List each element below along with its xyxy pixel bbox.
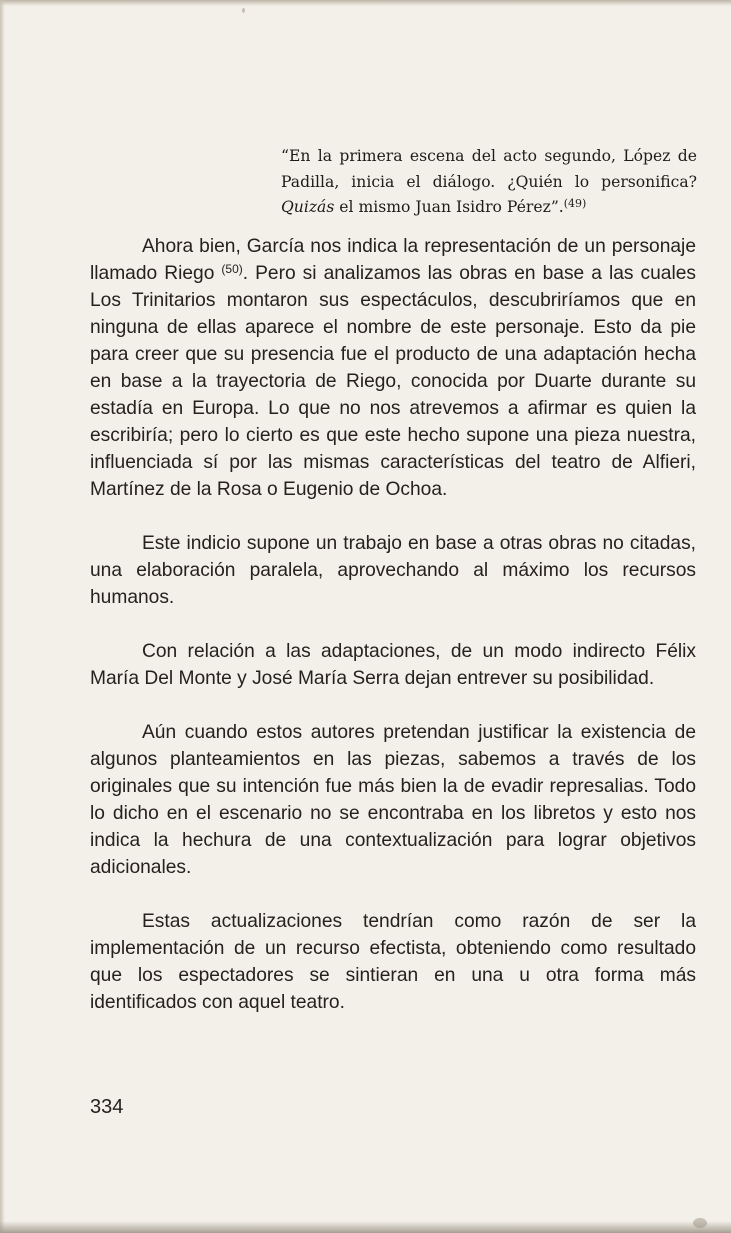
paragraph-gap bbox=[90, 503, 696, 530]
page-number: 334 bbox=[90, 1096, 124, 1118]
body-text bbox=[90, 233, 696, 1016]
paragraph-1-text-end: . Pero si analizamos las obras en base a las cuales Los Trinitarios montaron sus espectáculos, descubriríamos que en ninguna de ellas aparece el nombre de este personaje. Esto da pie para creer que su presencia fue el producto de una adaptación hecha en base a la trayectoria de Riego, conocida por Duarte durante su estadía en Europa. Lo que no nos atrevemos a afirmar es quien la escribiría; pero lo cierto es que este hecho supone una pieza nuestra, influenciada sí por las mismas características del teatro de Alfieri, Martínez de la Rosa o Eugenio de Ochoa. bbox=[90, 263, 696, 500]
paragraph-1 bbox=[90, 233, 696, 503]
paragraph-4: Aún cuando estos autores pretendan justificar la existencia de algunos planteamientos en las piezas, sabemos a través de los originales que su intención fue más bien la de evadir represalias. Todo lo dicho en el escenario no se encontraba en los libretos y esto nos indica la hechura de una contextualización para lograr objetivos adicionales. bbox=[90, 722, 696, 878]
page-edge-shadow-top bbox=[0, 0, 731, 6]
quote-note-reference: (49) bbox=[563, 197, 587, 210]
paper-speck bbox=[693, 1218, 707, 1228]
paragraph-1-note-reference: (50) bbox=[221, 262, 243, 276]
paragraph-3: Con relación a las adaptaciones, de un modo indirecto Félix María Del Monte y José María Serra dejan entrever su posibilidad. bbox=[90, 641, 696, 689]
paragraph-gap bbox=[90, 881, 696, 908]
paragraph-gap bbox=[90, 611, 696, 638]
paper-speck bbox=[242, 8, 245, 13]
quote-italic-word: Quizás bbox=[281, 198, 335, 216]
paragraph-2: Este indicio supone un trabajo en base a otras obras no citadas, una elaboración paralela, aprovechando al máximo los recursos humanos. bbox=[90, 533, 696, 608]
page-edge-shadow-bottom bbox=[0, 1221, 731, 1233]
block-quote bbox=[281, 144, 697, 221]
paragraph-gap bbox=[90, 692, 696, 719]
paragraph-1-text-start: Ahora bien, García nos indica la representación de un personaje llamado Riego bbox=[90, 236, 696, 284]
quote-text-end: el mismo Juan Isidro Pérez”. bbox=[334, 198, 564, 216]
quote-text-start: “En la primera escena del acto segundo, López de Padilla, inicia el diálogo. ¿Quién lo personifica? bbox=[281, 147, 697, 191]
paragraph-5: Estas actualizaciones tendrían como razón de ser la implementación de un recurso efectista, obteniendo como resultado que los espectadores se sintieran en una u otra forma más identificados con aquel teatro. bbox=[90, 911, 696, 1013]
page-edge-shadow-left bbox=[0, 0, 5, 1233]
